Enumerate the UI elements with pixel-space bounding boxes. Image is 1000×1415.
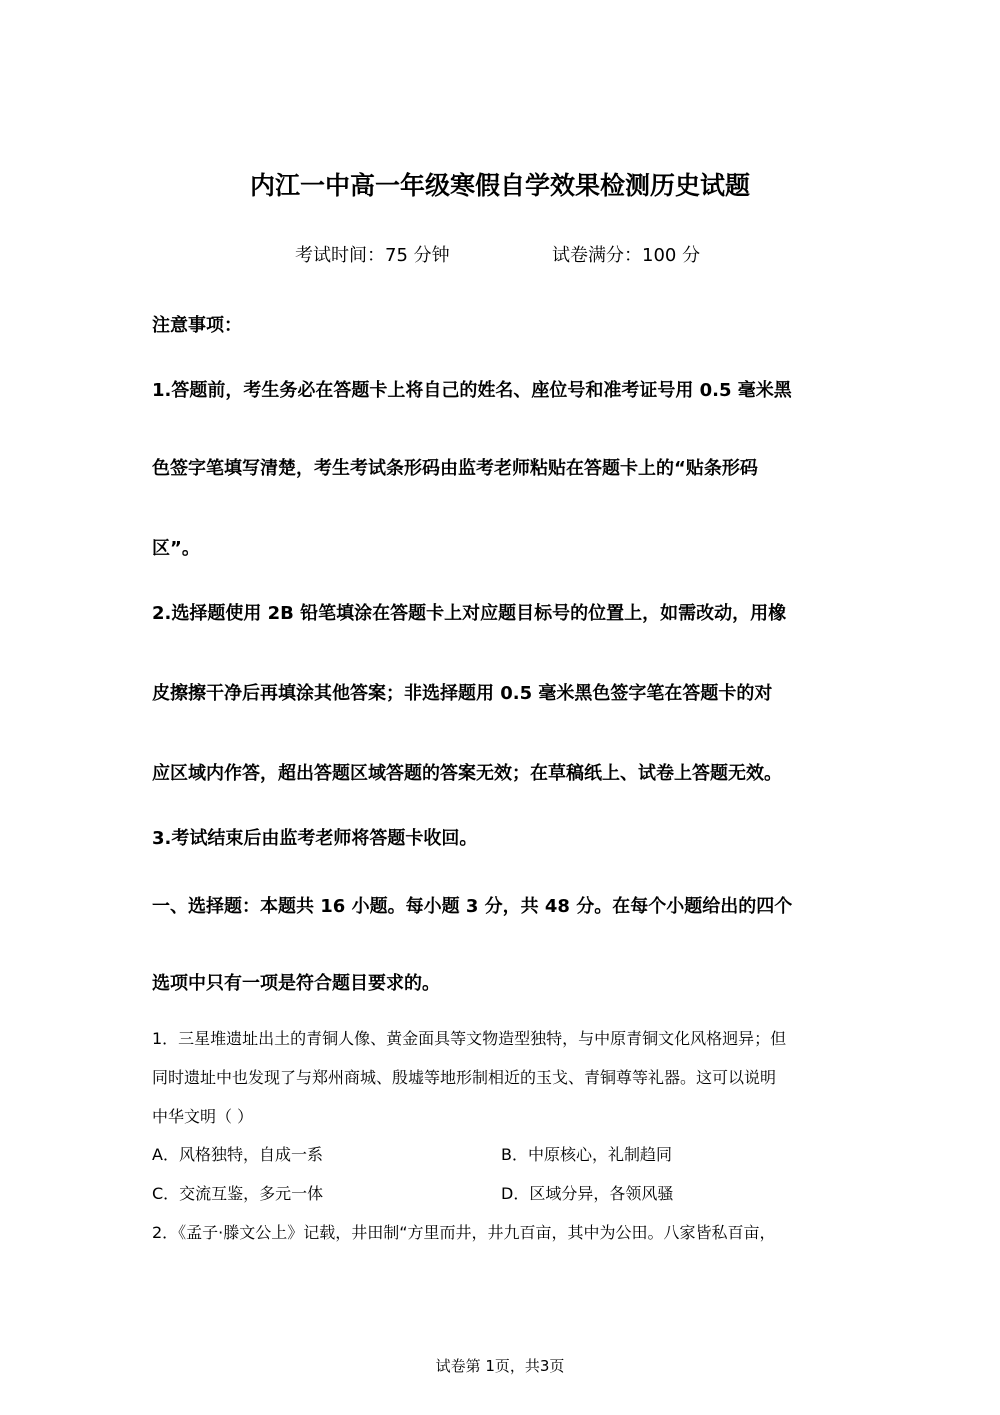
question-1-option-d: D．区域分异，各领风骚 — [501, 1184, 674, 1203]
exam-title: 内江一中高一年级寒假自学效果检测历史试题 — [249, 171, 750, 200]
question-1-option-a: A．风格独特，自成一系 — [152, 1145, 323, 1164]
question-1-stem: 同时遗址中也发现了与郑州商城、殷墟等地形制相近的玉戈、青铜尊等礼器。这可以说明 — [152, 1068, 777, 1087]
section-heading: 一、选择题：本题共 16 小题。每小题 3 分，共 48 分。在每个小题给出的四个 — [152, 896, 793, 917]
question-2-stem: 2．《孟子·滕文公上》记载，井田制“方里而井，井九百亩，其中为公田。八家皆私百亩， — [152, 1223, 776, 1242]
question-1-option-b: B．中原核心，礼制趋同 — [501, 1145, 672, 1164]
notice-line: 色签字笔填写清楚，考生考试条形码由监考老师粘贴在答题卡上的“贴条形码 — [152, 458, 758, 479]
notice-heading: 注意事项： — [152, 315, 242, 336]
question-1-option-c: C．交流互鉴，多元一体 — [152, 1184, 324, 1203]
exam-full-score: 试卷满分：100 分 — [552, 245, 701, 266]
exam-time: 考试时间：75 分钟 — [295, 245, 450, 266]
notice-line: 应区域内作答，超出答题区域答题的答案无效；在草稿纸上、试卷上答题无效。 — [152, 763, 782, 784]
page-footer: 试卷第 1页，共3页 — [435, 1357, 565, 1375]
question-1-stem: 中华文明（ ） — [152, 1107, 254, 1126]
notice-line: 皮擦擦干净后再填涂其他答案；非选择题用 0.5 毫米黑色签字笔在答题卡的对 — [152, 683, 773, 704]
question-1-stem: 1．三星堆遗址出土的青铜人像、黄金面具等文物造型独特，与中原青铜文化风格迥异；但 — [152, 1029, 787, 1048]
notice-line: 1.答题前，考生务必在答题卡上将自己的姓名、座位号和准考证号用 0.5 毫米黑 — [152, 380, 792, 401]
section-heading: 选项中只有一项是符合题目要求的。 — [152, 973, 440, 994]
notice-line: 3.考试结束后由监考老师将答题卡收回。 — [152, 828, 478, 849]
notice-line: 2.选择题使用 2B 铅笔填涂在答题卡上对应题目标号的位置上，如需改动，用橡 — [152, 603, 787, 624]
notice-line: 区”。 — [152, 538, 200, 559]
